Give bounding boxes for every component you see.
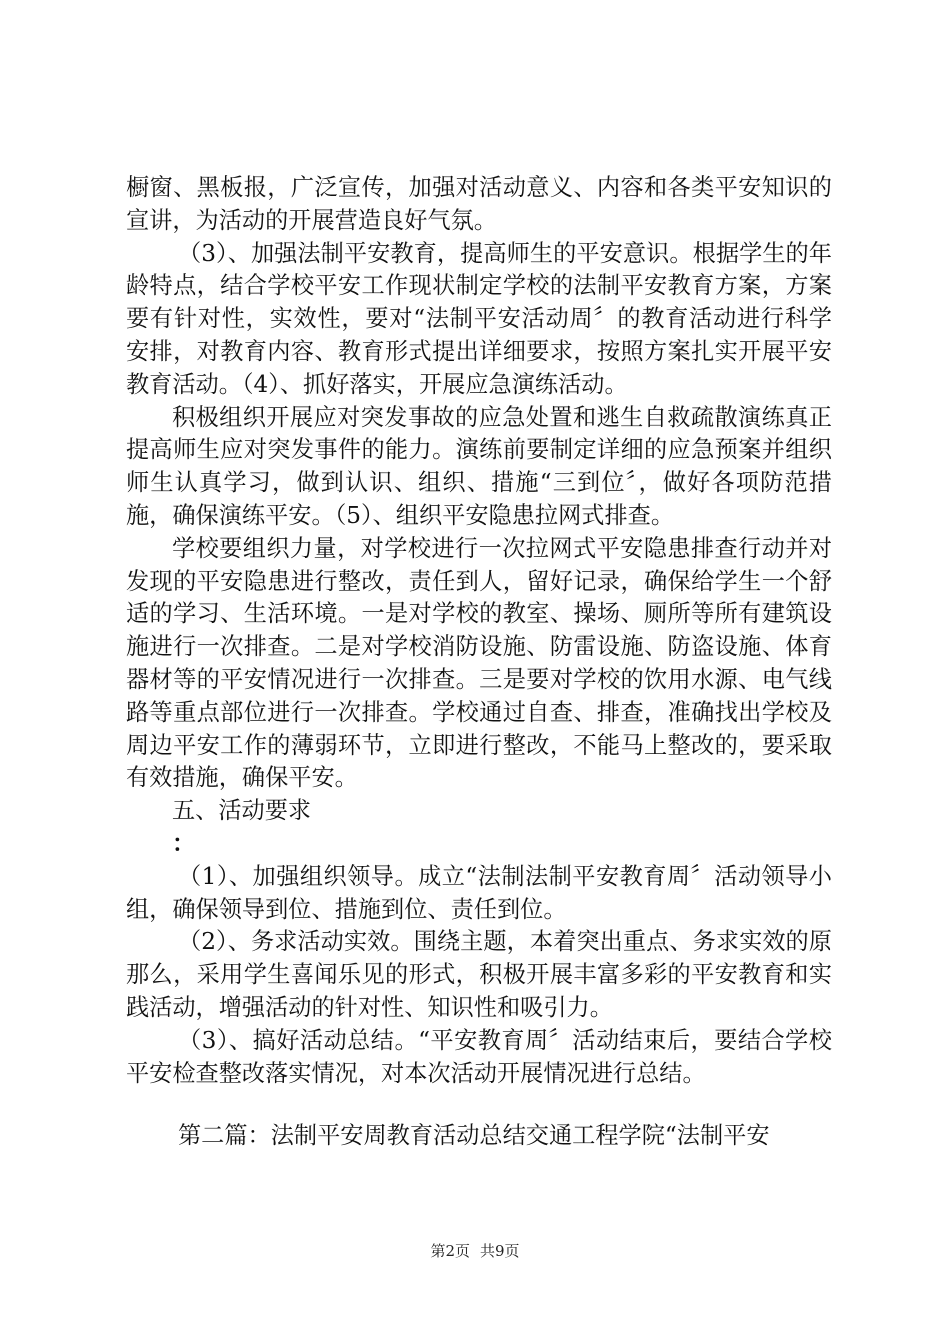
paragraph-requirement-1: （1）、加强组织领导。成立“法制法制平安教育周〞活动领导小组，确保领导到位、措施到位、责任到位。: [126, 862, 832, 923]
page-footer: [0, 1241, 950, 1261]
paragraph-item-3-legal-safety: （3）、加强法制平安教育，提高师生的平安意识。根据学生的年龄特点，结合学校平安工作现状制定学校的法制平安教育方案，方案要有针对性，实效性，要对“法制平安活动周〞的教育活动进行科学安排，对教育内容、教育形式提出详细要求，按照方案扎实开展平安教育活动。（4）、抓好落实，开展应急演练活动。: [126, 239, 832, 398]
document-body: [126, 172, 832, 1090]
paragraph-hazard-inspection: 学校要组织力量，对学校进行一次拉网式平安隐患排查行动并对发现的平安隐患进行整改，责任到人，留好记录，确保给学生一个舒适的学习、生活环境。一是对学校的教室、操场、厕所等所有建筑设施进行一次排查。二是对学校消防设施、防雷设施、防盗设施、体育器材等的平安情况进行一次排查。三是要对学校的饮用水源、电气线路等重点部位进行一次排查。学校通过自查、排查，准确找出学校及周边平安工作的薄弱环节，立即进行整改，不能马上整改的，要采取有效措施，确保平安。: [126, 534, 832, 792]
paragraph-requirement-3: （3）、搞好活动总结。“平安教育周〞活动结束后，要结合学校平安检查整改落实情况，对本次活动开展情况进行总结。: [126, 1026, 832, 1087]
page-total: 共9页: [480, 1242, 520, 1260]
section-heading-activity-requirements: 五、活动要求: [172, 797, 312, 825]
paragraph-emergency-drill: 积极组织开展应对突发事故的应急处置和逃生自救疏散演练真正提高师生应对突发事件的能力。演练前要制定详细的应急预案并组织师生认真学习，做到认识、组织、措施“三到位〞，做好各项防范措施，确保演练平安。（5）、组织平安隐患拉网式排查。: [126, 403, 832, 529]
paragraph-publicity: 橱窗、黑板报，广泛宣传，加强对活动意义、内容和各类平安知识的宣讲，为活动的开展营造良好气氛。: [126, 174, 832, 234]
next-section-title: 第二篇：法制平安周教育活动总结交通工程学院“法制平安: [178, 1122, 770, 1149]
page-number: 第2页: [430, 1242, 470, 1260]
paragraph-requirement-2: （2）、务求活动实效。围绕主题，本着突出重点、务求实效的原那么，采用学生喜闻乐见的形式，积极开展丰富多彩的平安教育和实践活动，增强活动的针对性、知识性和吸引力。: [126, 928, 832, 1021]
colon-line: ：: [172, 829, 196, 857]
